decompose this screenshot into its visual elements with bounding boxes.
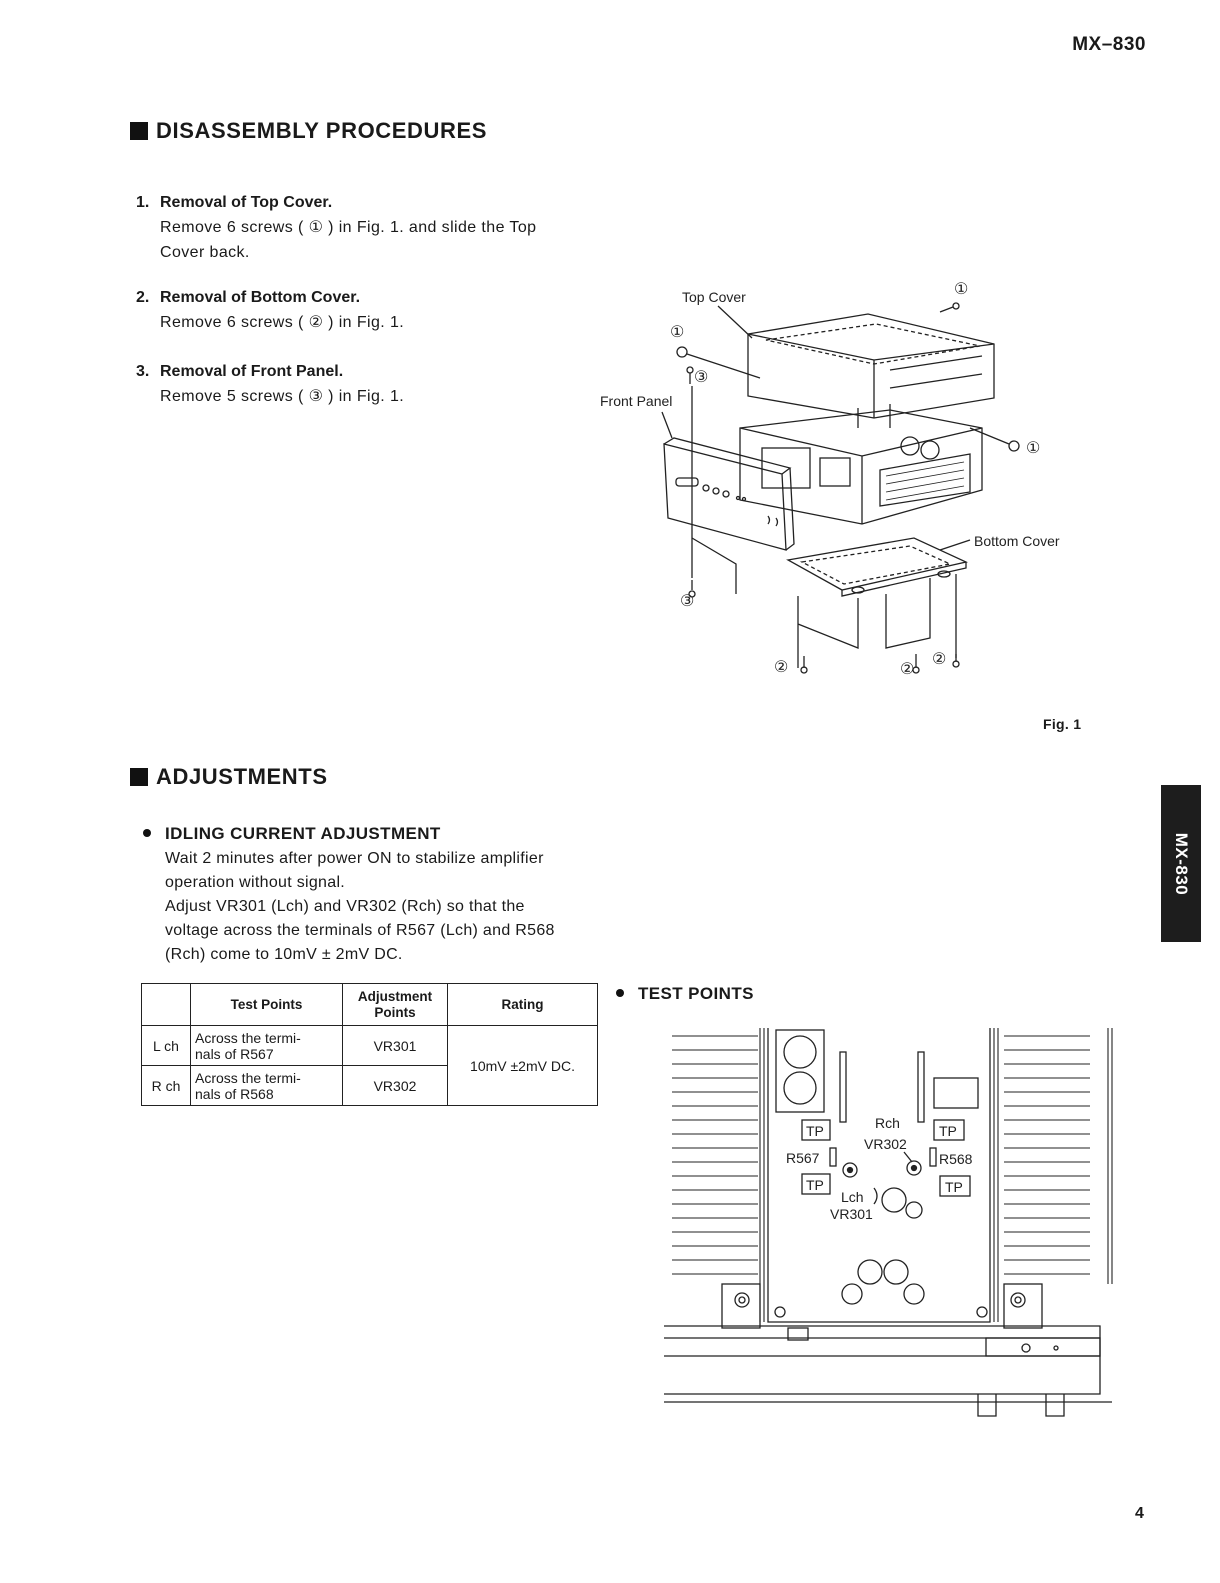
screw-2-label: ② (900, 661, 915, 678)
paragraph-line: operation without signal. (165, 874, 346, 891)
step-text: Remove 6 screws ( ② ) in Fig. 1. (160, 314, 405, 331)
step-heading: Removal of Top Cover. (160, 194, 333, 211)
r567-label: R567 (786, 1150, 820, 1166)
adjustment-point-cell: VR301 (343, 1026, 448, 1066)
tp-label: TP (945, 1179, 963, 1195)
top-cover-part (748, 314, 994, 418)
screw-2-label: ② (932, 651, 947, 668)
test-points-heading-text: TEST POINTS (638, 984, 754, 1003)
step-1 (136, 190, 600, 265)
bottom-cover-part (788, 538, 966, 596)
paragraph-line: Adjust VR301 (Lch) and VR302 (Rch) so that the (165, 898, 525, 915)
step-2 (136, 285, 600, 335)
paragraph-line: (Rch) come to 10mV ± 2mV DC. (165, 946, 403, 963)
disassembly-title-text: DISASSEMBLY PROCEDURES (156, 118, 488, 143)
adjustments-title (130, 764, 328, 790)
side-tab (1161, 785, 1201, 942)
step-heading: Removal of Bottom Cover. (160, 289, 361, 306)
vr302-label: VR302 (864, 1136, 907, 1152)
screw-1-label: ① (670, 324, 685, 341)
page-number: 4 (1135, 1505, 1144, 1522)
step-text: Cover back. (160, 244, 250, 261)
header-rating: Rating (448, 984, 598, 1026)
heatsink-right (994, 1028, 1112, 1322)
paragraph-line: Wait 2 minutes after power ON to stabilize amplifier (165, 850, 544, 867)
adjustments-title-text: ADJUSTMENTS (156, 764, 328, 789)
resistor-r568 (930, 1148, 936, 1166)
section-bullet-icon (130, 768, 148, 786)
channel-cell: R ch (142, 1066, 191, 1106)
header-adjustment-points: Adjustment Points (343, 984, 448, 1026)
bullet-icon (616, 989, 624, 997)
table-header-row (142, 984, 598, 1026)
side-tab-label: MX-830 (1172, 832, 1191, 895)
front-panel-part (664, 438, 794, 550)
screw-1-label: ① (1026, 440, 1041, 457)
header-blank (142, 984, 191, 1026)
adjustment-point-cell: VR302 (343, 1066, 448, 1106)
test-points-heading (616, 984, 754, 1004)
r568-label: R568 (939, 1151, 973, 1167)
paragraph-line: voltage across the terminals of R567 (Lch) and R568 (165, 922, 555, 939)
disassembly-title (130, 118, 487, 144)
idling-heading-text: IDLING CURRENT ADJUSTMENT (165, 824, 441, 843)
rating-cell: 10mV ±2mV DC. (448, 1026, 598, 1106)
step-number: 3. (136, 363, 150, 380)
tp-label: TP (806, 1123, 824, 1139)
header-test-points: Test Points (191, 984, 343, 1026)
label-bottom-cover: Bottom Cover (974, 533, 1060, 549)
model-number: MX–830 (1072, 34, 1146, 55)
bullet-icon (143, 829, 151, 837)
screw-1-label: ① (954, 281, 969, 298)
idling-heading (143, 824, 441, 844)
test-point-line: nals of R568 (195, 1085, 274, 1102)
test-points-diagram (660, 1022, 1115, 1422)
section-bullet-icon (130, 122, 148, 140)
screw-3-label: ③ (680, 593, 695, 610)
screw-3-label: ③ (694, 369, 709, 386)
adjustment-table (141, 983, 598, 1106)
fig1-caption: Fig. 1 (1043, 716, 1082, 732)
test-point-cell (191, 1026, 343, 1066)
step-text: Remove 5 screws ( ③ ) in Fig. 1. (160, 388, 405, 405)
test-point-cell (191, 1066, 343, 1106)
pcb-board (768, 1028, 990, 1322)
step-3 (136, 359, 600, 409)
test-point-line: nals of R567 (195, 1045, 274, 1062)
heatsink-left (672, 1028, 764, 1322)
lch-label: Lch (841, 1189, 864, 1205)
vr301-label: VR301 (830, 1206, 873, 1222)
idling-description (165, 847, 605, 967)
fig1-exploded-diagram (590, 278, 1090, 688)
step-heading: Removal of Front Panel. (160, 363, 344, 380)
tp-label: TP (939, 1123, 957, 1139)
resistor-r567 (830, 1148, 836, 1166)
test-point-line: Across the termi- (195, 1029, 301, 1046)
channel-cell: L ch (142, 1026, 191, 1066)
step-text: Remove 6 screws ( ① ) in Fig. 1. and slide the Top (160, 219, 537, 236)
test-point-line: Across the termi- (195, 1069, 301, 1086)
label-top-cover: Top Cover (682, 289, 746, 305)
screw-2-label: ② (774, 659, 789, 676)
screw-icon (677, 303, 1019, 451)
table-row (142, 1026, 598, 1066)
tp-label: TP (806, 1177, 824, 1193)
step-number: 2. (136, 289, 150, 306)
rch-label: Rch (875, 1115, 900, 1131)
label-front-panel: Front Panel (600, 393, 673, 409)
step-number: 1. (136, 194, 150, 211)
